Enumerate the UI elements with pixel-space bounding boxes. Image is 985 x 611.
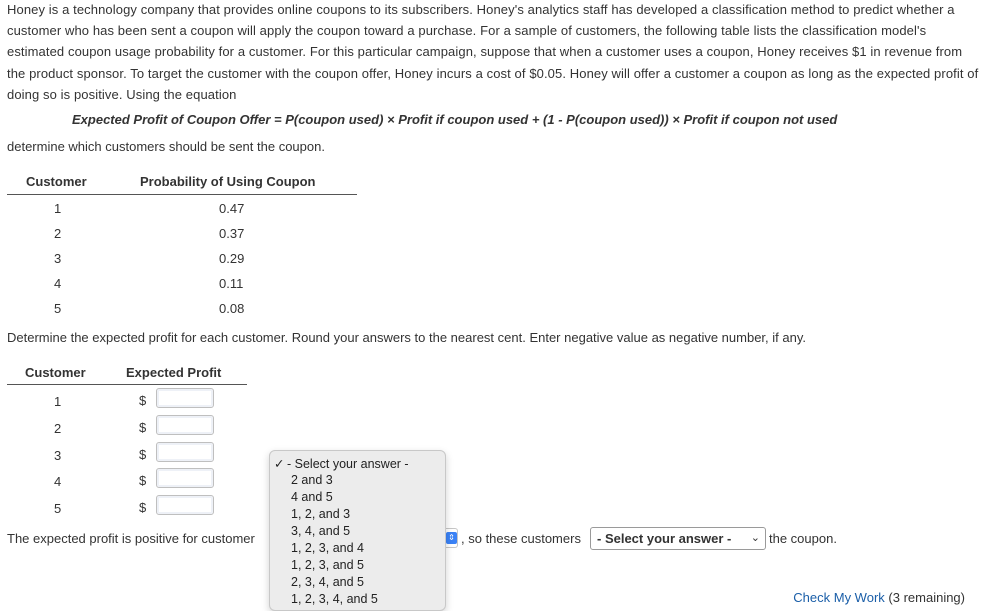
action-select-value: - Select your answer -	[597, 531, 732, 546]
conclusion-prefix: The expected profit is positive for customer	[7, 531, 255, 546]
problem-intro: Honey is a technology company that provides online coupons to its subscribers. Honey's analytics staff has developed a classification method to predict whether a customer who has been sent a coupon will apply the coupon toward a purchase. For a sample of customers, the following table lists the classification model's estimated coupon usage probability for a customer. For this particular campaign, suppose that when a customer uses a coupon, Honey receives $1 in revenue from the product sponsor. To target the customer with the coupon offer, Honey incurs a cost of $0.05. Honey will offer a customer a coupon as long as the expected profit of doing so is positive. Using the equation	[7, 2, 979, 102]
currency-symbol: $	[139, 420, 147, 435]
check-my-work	[793, 590, 965, 605]
profit-customer: 5	[54, 501, 62, 516]
prob-col-customer: Customer	[26, 174, 87, 189]
prob-customer: 3	[54, 251, 62, 266]
dropdown-option[interactable]: 1, 2, and 3	[291, 507, 351, 521]
profit-formula: Expected Profit of Coupon Offer = P(coupon used) × Profit if coupon used + (1 - P(coupon used)) × Profit if coupon not used	[72, 112, 838, 127]
prob-col-probability: Probability of Using Coupon	[140, 174, 316, 189]
prob-value: 0.08	[219, 301, 245, 316]
currency-symbol: $	[139, 473, 147, 488]
profit-customer: 1	[54, 394, 62, 409]
profit-customer: 3	[54, 448, 62, 463]
dropdown-option[interactable]: 1, 2, 3, and 5	[291, 558, 364, 572]
prob-customer: 2	[54, 226, 62, 241]
prob-value: 0.47	[219, 201, 245, 216]
dropdown-option[interactable]: 3, 4, and 5	[291, 524, 351, 538]
prob-value: 0.29	[219, 251, 245, 266]
conclusion-suffix: the coupon.	[769, 531, 837, 546]
dropdown-option[interactable]: 2 and 3	[291, 473, 333, 487]
check-my-work-link[interactable]: Check My Work	[793, 590, 885, 605]
customer-select[interactable]	[446, 528, 458, 548]
chevron-down-icon: ⌄	[750, 532, 760, 544]
remaining-count: (3 remaining)	[888, 590, 965, 605]
currency-symbol: $	[139, 393, 147, 408]
prob-customer: 4	[54, 276, 62, 291]
prob-value: 0.11	[219, 276, 244, 291]
dropdown-option[interactable]: ✓ - Select your answer -	[274, 457, 409, 471]
prob-value: 0.37	[219, 226, 245, 241]
prob-header-rule	[7, 194, 357, 195]
expected-profit-input-2[interactable]	[156, 415, 214, 435]
expected-profit-input-3[interactable]	[156, 442, 214, 462]
expected-profit-input-4[interactable]	[156, 468, 214, 488]
conclusion-middle: , so these customers	[461, 531, 581, 546]
select-arrows-icon: ⇕	[446, 532, 457, 544]
dropdown-option[interactable]: 1, 2, 3, and 4	[291, 541, 364, 555]
dropdown-option[interactable]: 4 and 5	[291, 490, 333, 504]
profit-customer: 4	[54, 474, 62, 489]
customer-select-dropdown[interactable]	[269, 450, 446, 611]
dropdown-option[interactable]: 1, 2, 3, 4, and 5	[291, 592, 378, 606]
dropdown-option[interactable]: 2, 3, 4, and 5	[291, 575, 364, 589]
profit-col-customer: Customer	[25, 365, 86, 380]
checkmark-icon: ✓	[274, 457, 285, 471]
expected-profit-input-5[interactable]	[156, 495, 214, 515]
profit-header-rule	[7, 384, 247, 385]
expected-profit-input-1[interactable]	[156, 388, 214, 408]
profit-customer: 2	[54, 421, 62, 436]
determine-text: determine which customers should be sent the coupon.	[7, 139, 325, 154]
currency-symbol: $	[139, 447, 147, 462]
profit-col-expected: Expected Profit	[126, 365, 222, 380]
prob-customer: 1	[54, 201, 62, 216]
instruction-text: Determine the expected profit for each customer. Round your answers to the nearest cent. Enter negative value as negative number, if any.	[7, 330, 806, 345]
prob-customer: 5	[54, 301, 62, 316]
currency-symbol: $	[139, 500, 147, 515]
action-select[interactable]	[590, 527, 766, 550]
